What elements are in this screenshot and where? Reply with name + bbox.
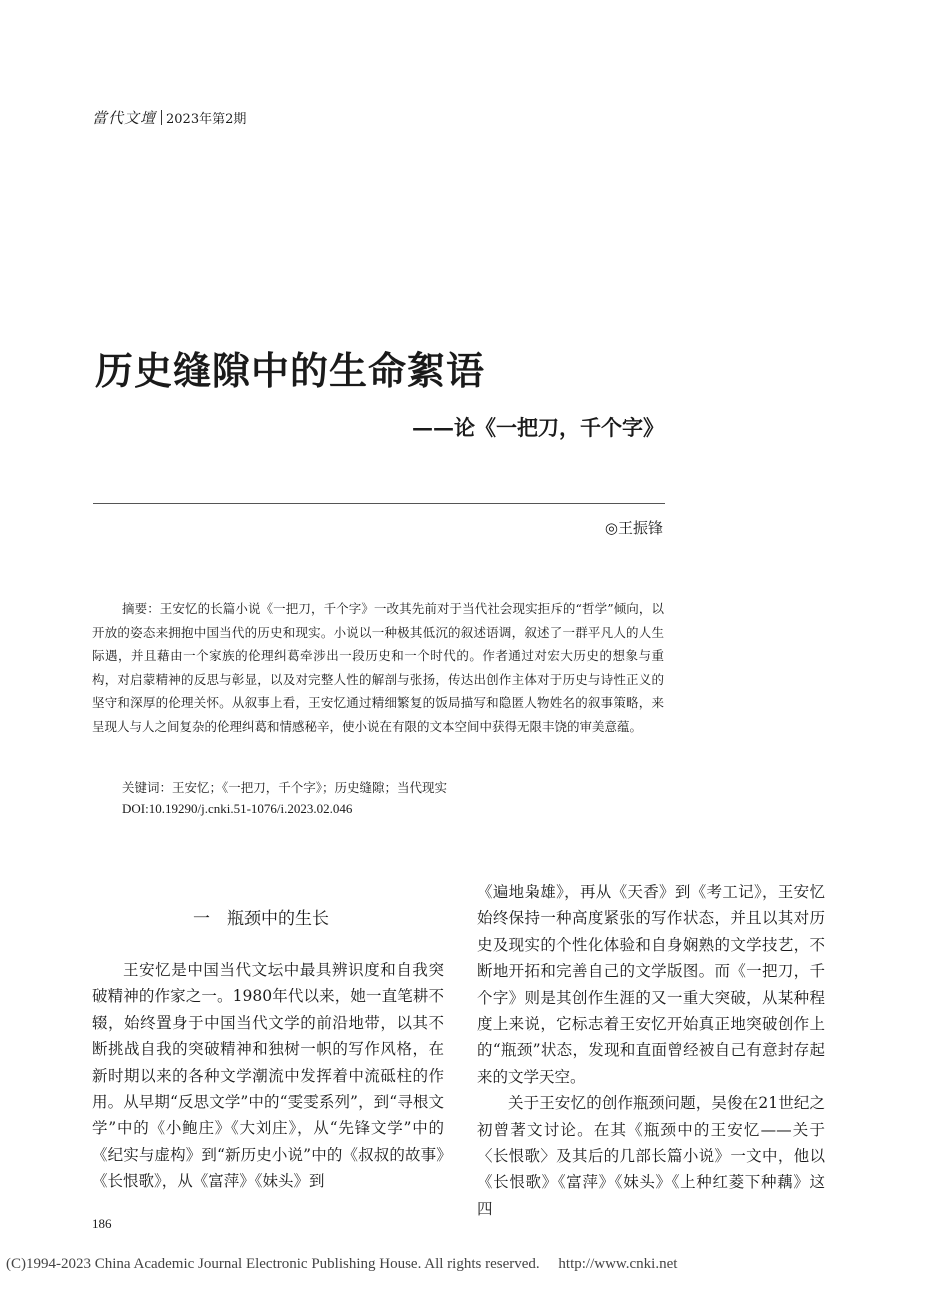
author-name: ◎王振锋 — [604, 519, 663, 537]
body-left-column — [92, 957, 444, 1195]
body-paragraph: 关于王安忆的创作瓶颈问题，吴俊在21世纪之初曾著文讨论。在其《瓶颈中的王安忆——关于〈长恨歌〉及其后的几部长篇小说》一文中，他以《长恨歌》《富萍》《妹头》《上种红菱下种藕》这四 — [477, 1094, 825, 1218]
keywords: 关键词：王安忆；《一把刀，千个字》；历史缝隙；当代现实 — [122, 780, 448, 795]
body-paragraph: 《遍地枭雄》，再从《天香》到《考工记》，王安忆始终保持一种高度紧张的写作状态，并且以其对历史及现实的个性化体验和自身娴熟的文学技艺，不断地开拓和完善自己的文学版图。而《一把刀，千个字》则是其创作生涯的又一重大突破，从某种程度上来说，它标志着王安忆开始真正地突破创作上的“瓶颈”状态，发现和直面曾经被自己有意封存起来的文学天空。 — [477, 883, 825, 1086]
article-title: 历史缝隙中的生命絮语 — [95, 348, 486, 393]
body-paragraph: 王安忆是中国当代文坛中最具辨识度和自我突破精神的作家之一。1980年代以来，她一直笔耕不辍，始终置身于中国当代文学的前沿地带，以其不断挑战自我的突破精神和独树一帜的写作风格，在新时期以来的各种文学潮流中发挥着中流砥柱的作用。从早期“反思文学”中的“雯雯系列”，到“寻根文学”中的《小鲍庄》《大刘庄》，从“先锋文学”中的《纪实与虚构》到“新历史小说”中的《叔叔的故事》《长恨歌》，从《富萍》《妹头》到 — [92, 961, 444, 1191]
doi: DOI:10.19290/j.cnki.51-1076/i.2023.02.046 — [122, 801, 353, 816]
abstract-text: 摘要：王安忆的长篇小说《一把刀，千个字》一改其先前对于当代社会现实拒斥的“哲学”倾向，以开放的姿态来拥抱中国当代的历史和现实。小说以一种极其低沉的叙述语调，叙述了一群平凡人的人生际遇，并且藉由一个家族的伦理纠葛牵涉出一段历史和一个时代的。作者通过对宏大历史的想象与重构，对启蒙精神的反思与彰显，以及对完整人性的解剖与张扬，传达出创作主体对于历史与诗性正义的坚守和深厚的伦理关怀。从叙事上看，王安忆通过精细繁复的饭局描写和隐匿人物姓名的叙事策略，来呈现人与人之间复杂的伦理纠葛和情感秘辛，使小说在有限的文本空间中获得无限丰饶的审美意蕴。 — [92, 601, 664, 734]
copyright-footer: (C)1994-2023 China Academic Journal Electronic Publishing House. All rights reserved. http://www.cnki.net — [6, 1256, 678, 1272]
title-divider — [93, 503, 665, 504]
journal-header — [92, 107, 246, 128]
page-number: 186 — [92, 1216, 112, 1231]
body-right-column — [477, 879, 825, 1222]
section-heading: 一 瓶颈中的生长 — [193, 909, 329, 929]
article-subtitle: ——论《一把刀，千个字》 — [412, 415, 664, 440]
header-divider — [161, 110, 162, 125]
journal-logo: 當代文壇 — [92, 109, 157, 127]
issue-label: 2023年第2期 — [166, 112, 247, 127]
